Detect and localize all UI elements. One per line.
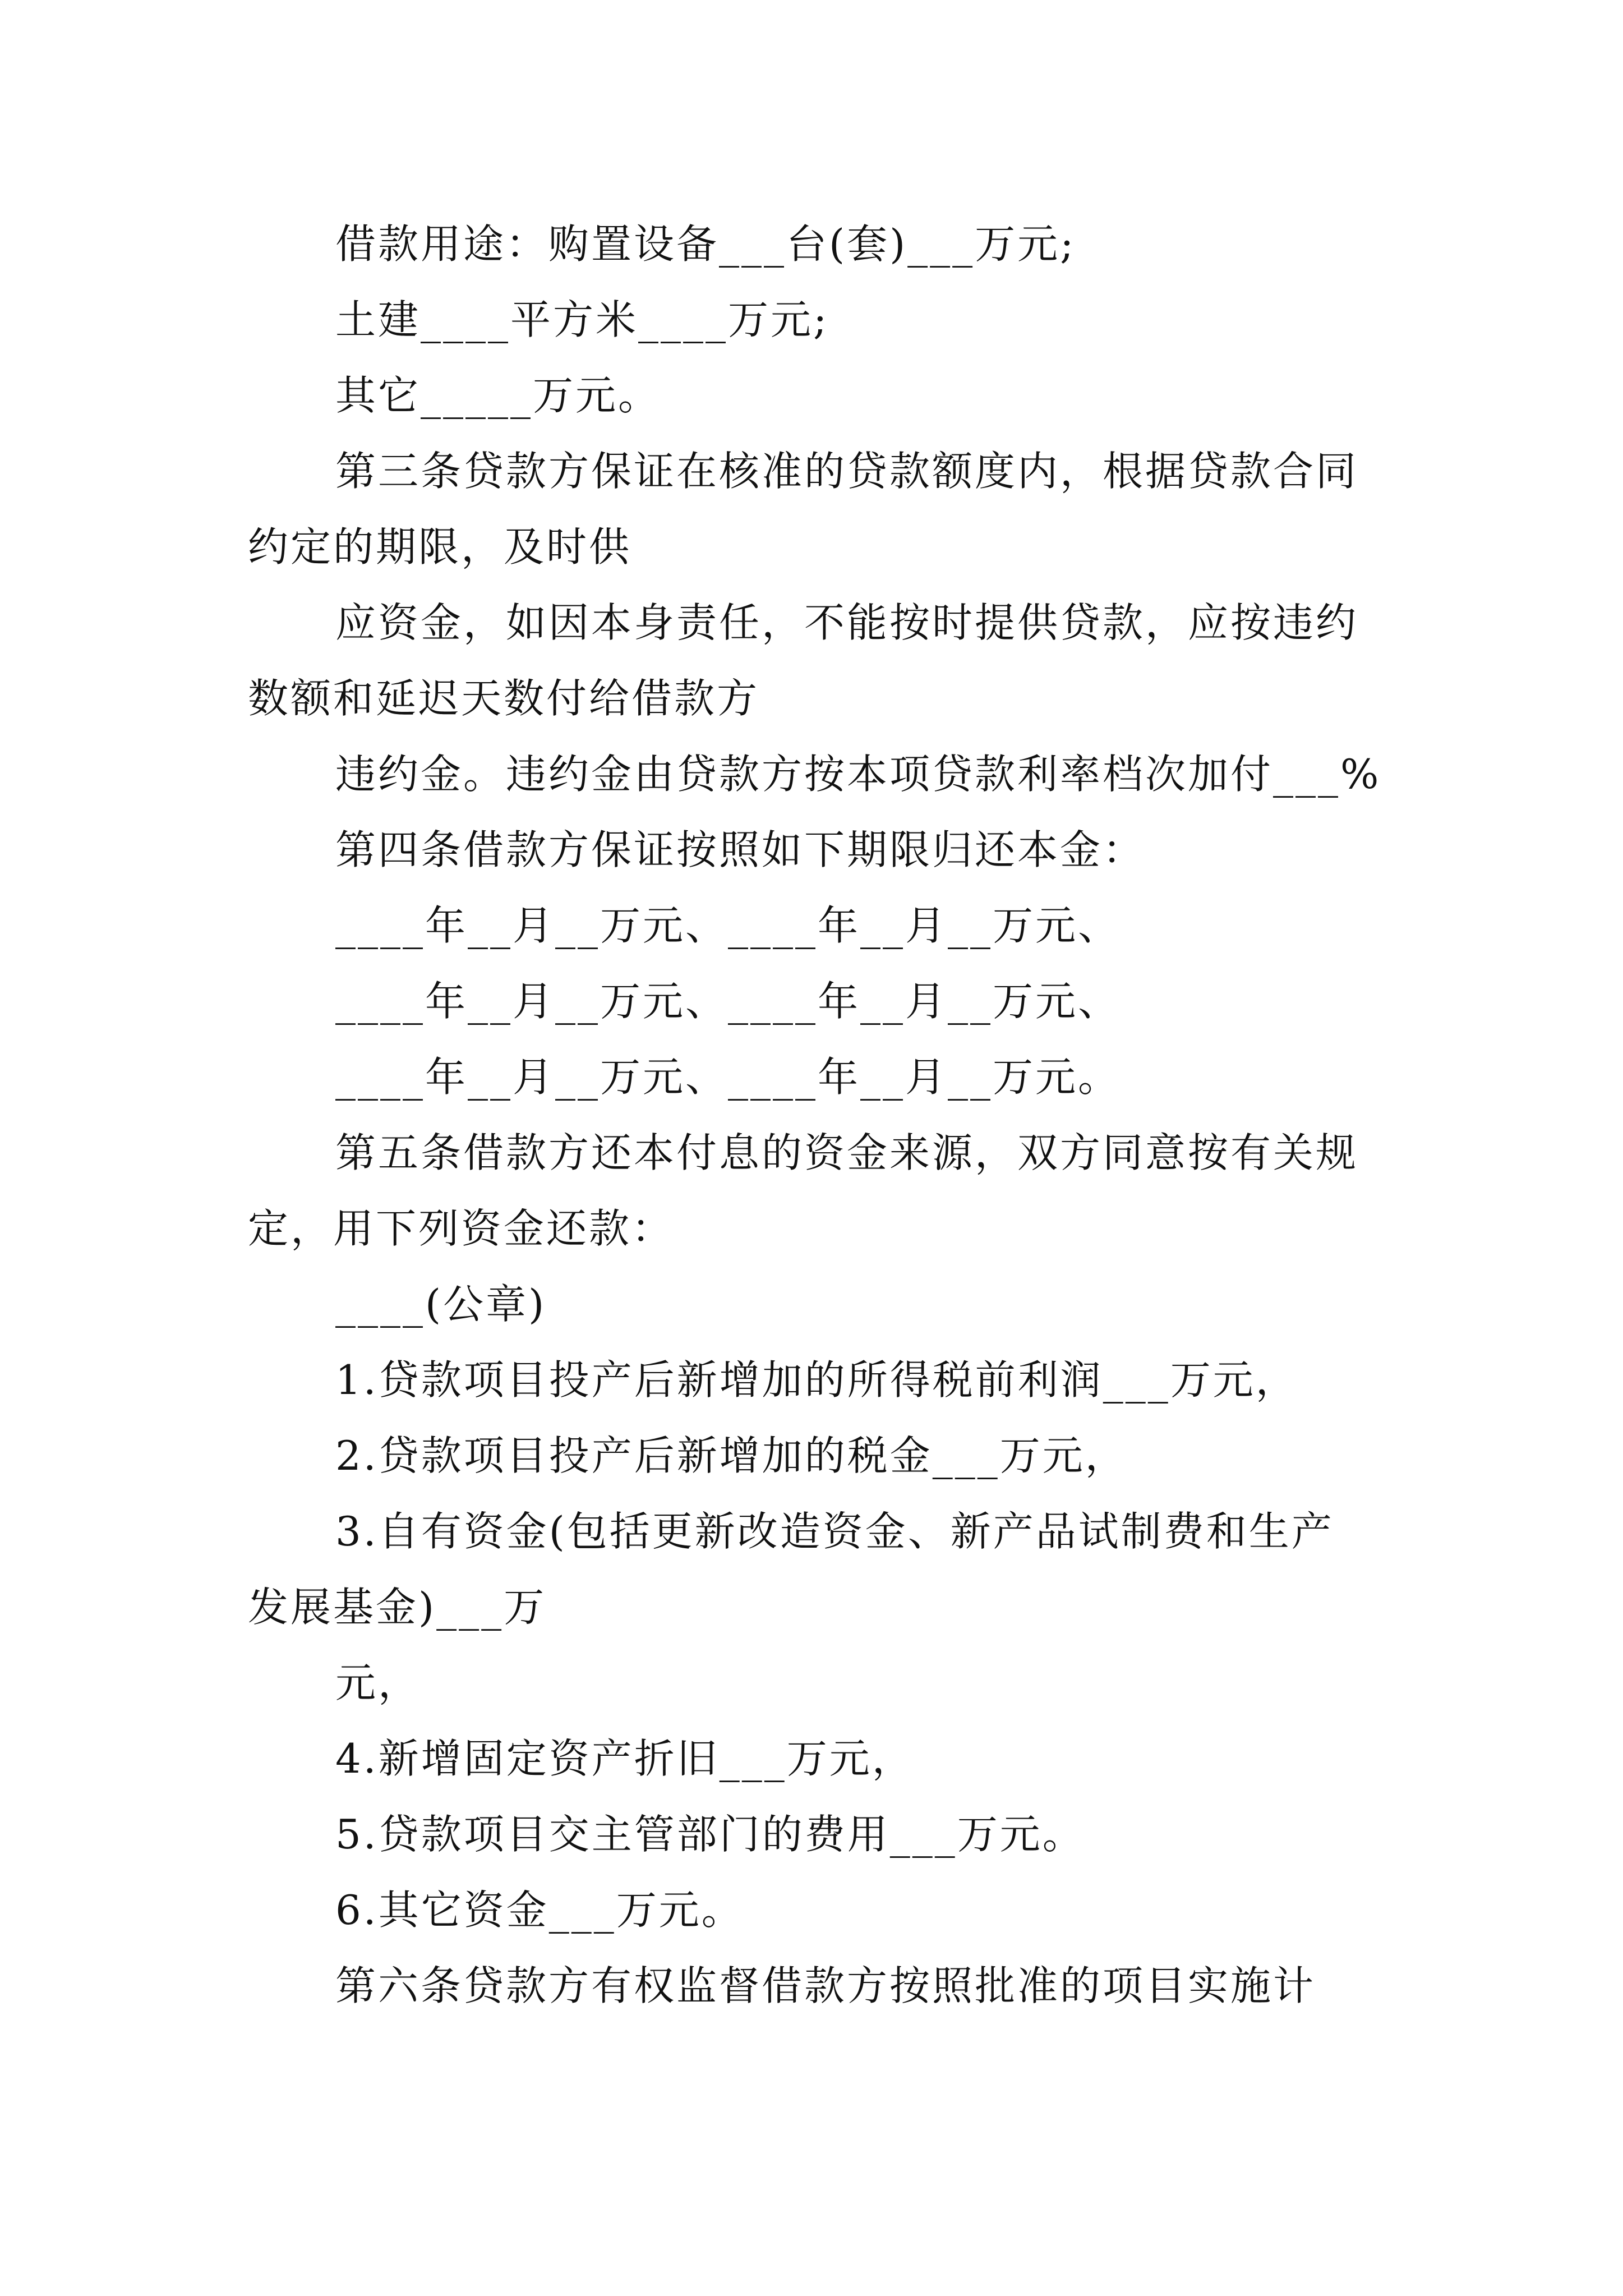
text-line-item-3-end: 元，	[335, 1659, 421, 1706]
text-line-item-2: 2.贷款项目投产后新增加的税金___万元，	[335, 1432, 1128, 1479]
text-line-purpose: 借款用途：购置设备___台(套)___万元;	[335, 220, 1076, 268]
text-line-article5-start: 第五条借款方还本付息的资金来源，双方同意按有关规	[335, 1129, 1359, 1176]
text-line-funding-cont: 数额和延迟天数付给借款方	[248, 675, 760, 722]
text-line-item-3-cont: 发展基金)___万	[248, 1584, 547, 1631]
text-line-penalty: 违约金。违约金由贷款方按本项贷款利率档次加付___%	[335, 751, 1381, 798]
text-line-funding: 应资金，如因本身责任，不能按时提供贷款，应按违约	[335, 599, 1359, 646]
text-line-article3-start: 第三条贷款方保证在核准的贷款额度内，根据贷款合同	[335, 448, 1359, 495]
text-line-other: 其它_____万元。	[335, 372, 661, 419]
text-line-article6-start: 第六条贷款方有权监督借款方按照批准的项目实施计	[335, 1962, 1316, 2009]
text-line-schedule-3: ____年__月__万元、____年__月__万元。	[335, 1053, 1121, 1101]
text-line-article3-cont: 约定的期限，及时供	[248, 523, 632, 570]
text-line-schedule-1: ____年__月__万元、____年__月__万元、	[335, 902, 1121, 949]
text-line-article5-cont: 定，用下列资金还款：	[248, 1205, 675, 1252]
text-line-schedule-2: ____年__月__万元、____年__月__万元、	[335, 978, 1121, 1025]
text-line-item-4: 4.新增固定资产折旧___万元，	[335, 1735, 915, 1782]
text-line-construction: 土建____平方米____万元;	[335, 296, 829, 343]
text-line-item-3: 3.自有资金(包括更新改造资金、新产品试制费和生产	[335, 1508, 1334, 1555]
text-line-item-5: 5.贷款项目交主管部门的费用___万元。	[335, 1811, 1085, 1858]
text-line-seal: ____(公章)	[335, 1281, 547, 1328]
text-line-item-1: 1.贷款项目投产后新增加的所得税前利润___万元，	[335, 1356, 1298, 1404]
text-line-item-6: 6.其它资金___万元。	[335, 1887, 744, 1934]
text-line-article4: 第四条借款方保证按照如下期限归还本金：	[335, 826, 1146, 873]
